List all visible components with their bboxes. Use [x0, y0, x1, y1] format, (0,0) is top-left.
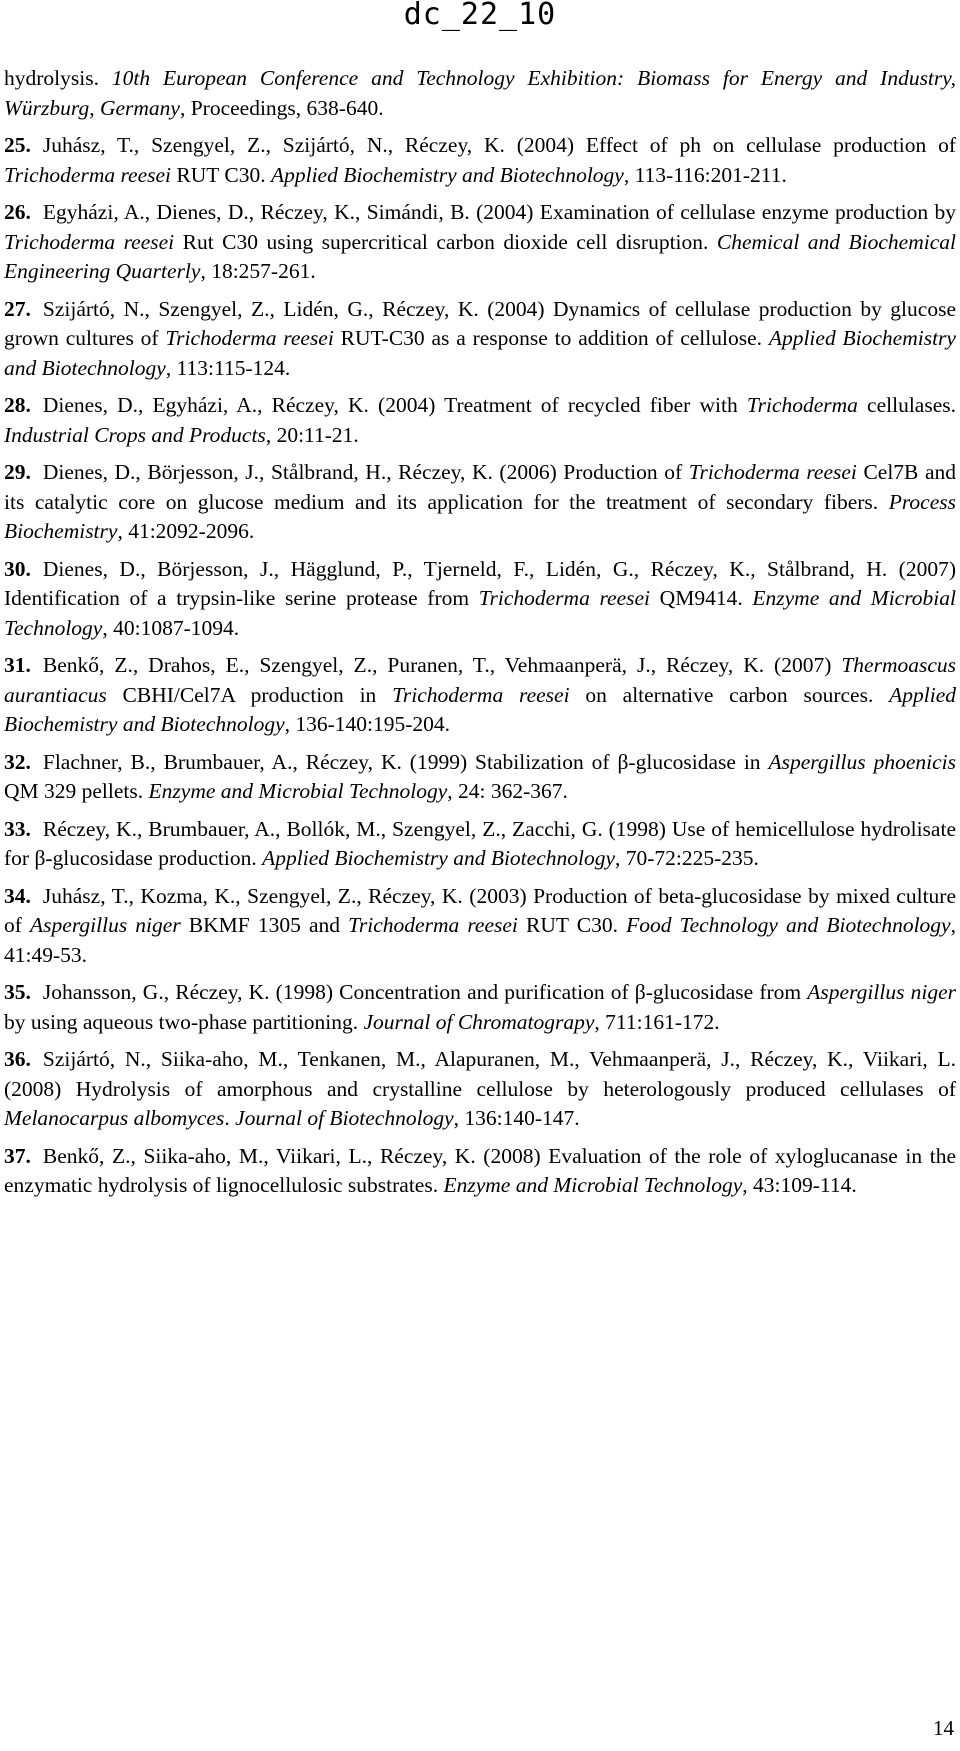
reference-item-32: 32. Flachner, B., Brumbauer, A., Réczey, K. (1999) Stabilization of β-glucosidase in Aspergillus phoenicis QM 329 pellets. Enzyme and Microbial Technology, 24: 362-367. — [4, 749, 956, 803]
reference-item-29: 29. Dienes, D., Börjesson, J., Stålbrand, H., Réczey, K. (2006) Production of Trichoderma reesei Cel7B and its catalytic core on glucose medium and its application for the treatment of secondary fibers. Process Biochemistry, 41:2092-2096. — [4, 460, 957, 543]
reference-number: 32. — [4, 749, 31, 774]
reference-item-27: 27. Szijártó, N., Szengyel, Z., Lidén, G., Réczey, K. (2004) Dynamics of cellulase production by glucose grown cultures of Trichoderma reesei RUT-C30 as a response to addition of cellulose. Applied Biochemistry and Biotechnology, 113:115-124. — [4, 296, 956, 380]
reference-item-28: 28. Dienes, D., Egyházi, A., Réczey, K. (2004) Treatment of recycled fiber with Trichoderma cellulases. Industrial Crops and Products, 20:11-21. — [4, 393, 956, 447]
reference-item-30: 30. Dienes, D., Börjesson, J., Hägglund, P., Tjerneld, F., Lidén, G., Réczey, K., Stålbrand, H. (2007) Identification of a trypsin-like serine protease from Trichoderma reesei QM9414. Enzyme and Microbial Technology, 40:1087-1094. — [4, 556, 956, 640]
reference-item-25: 25. Juhász, T., Szengyel, Z., Szijártó, N., Réczey, K. (2004) Effect of ph on cellulase production of Trichoderma reesei RUT C30. Applied Biochemistry and Biotechnology, 113-116:201-211. — [4, 133, 956, 187]
reference-number: 26. — [4, 200, 31, 224]
reference-number: 25. — [4, 133, 31, 157]
reference-number: 34. — [4, 883, 31, 908]
page-number: 14 — [933, 1716, 954, 1740]
reference-number: 27. — [4, 296, 31, 321]
reference-item-continued: hydrolysis. 10th European Conference and Technology Exhibition: Biomass for Energy and Industry, Würzburg, Germany, Proceedings, 638-640. — [4, 66, 957, 120]
reference-number: 36. — [4, 1047, 31, 1071]
reference-list — [4, 64, 956, 1209]
reference-number: 33. — [4, 816, 31, 841]
reference-item-36: 36. Szijártó, N., Siika-aho, M., Tenkanen, M., Alapuranen, M., Vehmaanperä, J., Réczey, K., Viikari, L. (2008) Hydrolysis of amorphous and crystalline cellulose by heterologously produced cellulases of Melanocarpus albomyces. Journal of Biotechnology, 136:140-147. — [4, 1047, 956, 1130]
reference-number: 31. — [4, 653, 31, 677]
reference-number: 28. — [4, 393, 31, 417]
reference-item-35: 35. Johansson, G., Réczey, K. (1998) Concentration and purification of β-glucosidase from Aspergillus niger by using aqueous two-phase partitioning. Journal of Chromatograpy, 711:161-172. — [4, 980, 956, 1034]
reference-number: 29. — [4, 460, 31, 484]
document-code-header: dc_22_10 — [403, 0, 557, 32]
reference-item-31: 31. Benkő, Z., Drahos, E., Szengyel, Z., Puranen, T., Vehmaanperä, J., Réczey, K. (2007) Thermoascus aurantiacus CBHI/Cel7A production in Trichoderma reesei on alternative carbon sources. Applied Biochemistry and Biotechnology, 136-140:195-204. — [4, 653, 956, 736]
reference-item-34: 34. Juhász, T., Kozma, K., Szengyel, Z., Réczey, K. (2003) Production of beta-glucosidase by mixed culture of Aspergillus niger BKMF 1305 and Trichoderma reesei RUT C30. Food Technology and Biotechnology, 41:49-53. — [4, 883, 956, 967]
reference-item-33: 33. Réczey, K., Brumbauer, A., Bollók, M., Szengyel, Z., Zacchi, G. (1998) Use of hemicellulose hydrolisate for β-glucosidase production. Applied Biochemistry and Biotechnology, 70-72:225-235. — [4, 816, 956, 870]
reference-number: 35. — [4, 980, 31, 1004]
reference-item-26: 26. Egyházi, A., Dienes, D., Réczey, K., Simándi, B. (2004) Examination of cellulase enzyme production by Trichoderma reesei Rut C30 using supercritical carbon dioxide cell disruption. Chemical and Biochemical Engineering Quarterly, 18:257-261. — [4, 200, 956, 283]
reference-number: 30. — [4, 556, 31, 581]
reference-number: 37. — [4, 1143, 31, 1168]
reference-item-37: 37. Benkő, Z., Siika-aho, M., Viikari, L., Réczey, K. (2008) Evaluation of the role of xyloglucanase in the enzymatic hydrolysis of lignocellulosic substrates. Enzyme and Microbial Technology, 43:109-114. — [4, 1143, 956, 1197]
